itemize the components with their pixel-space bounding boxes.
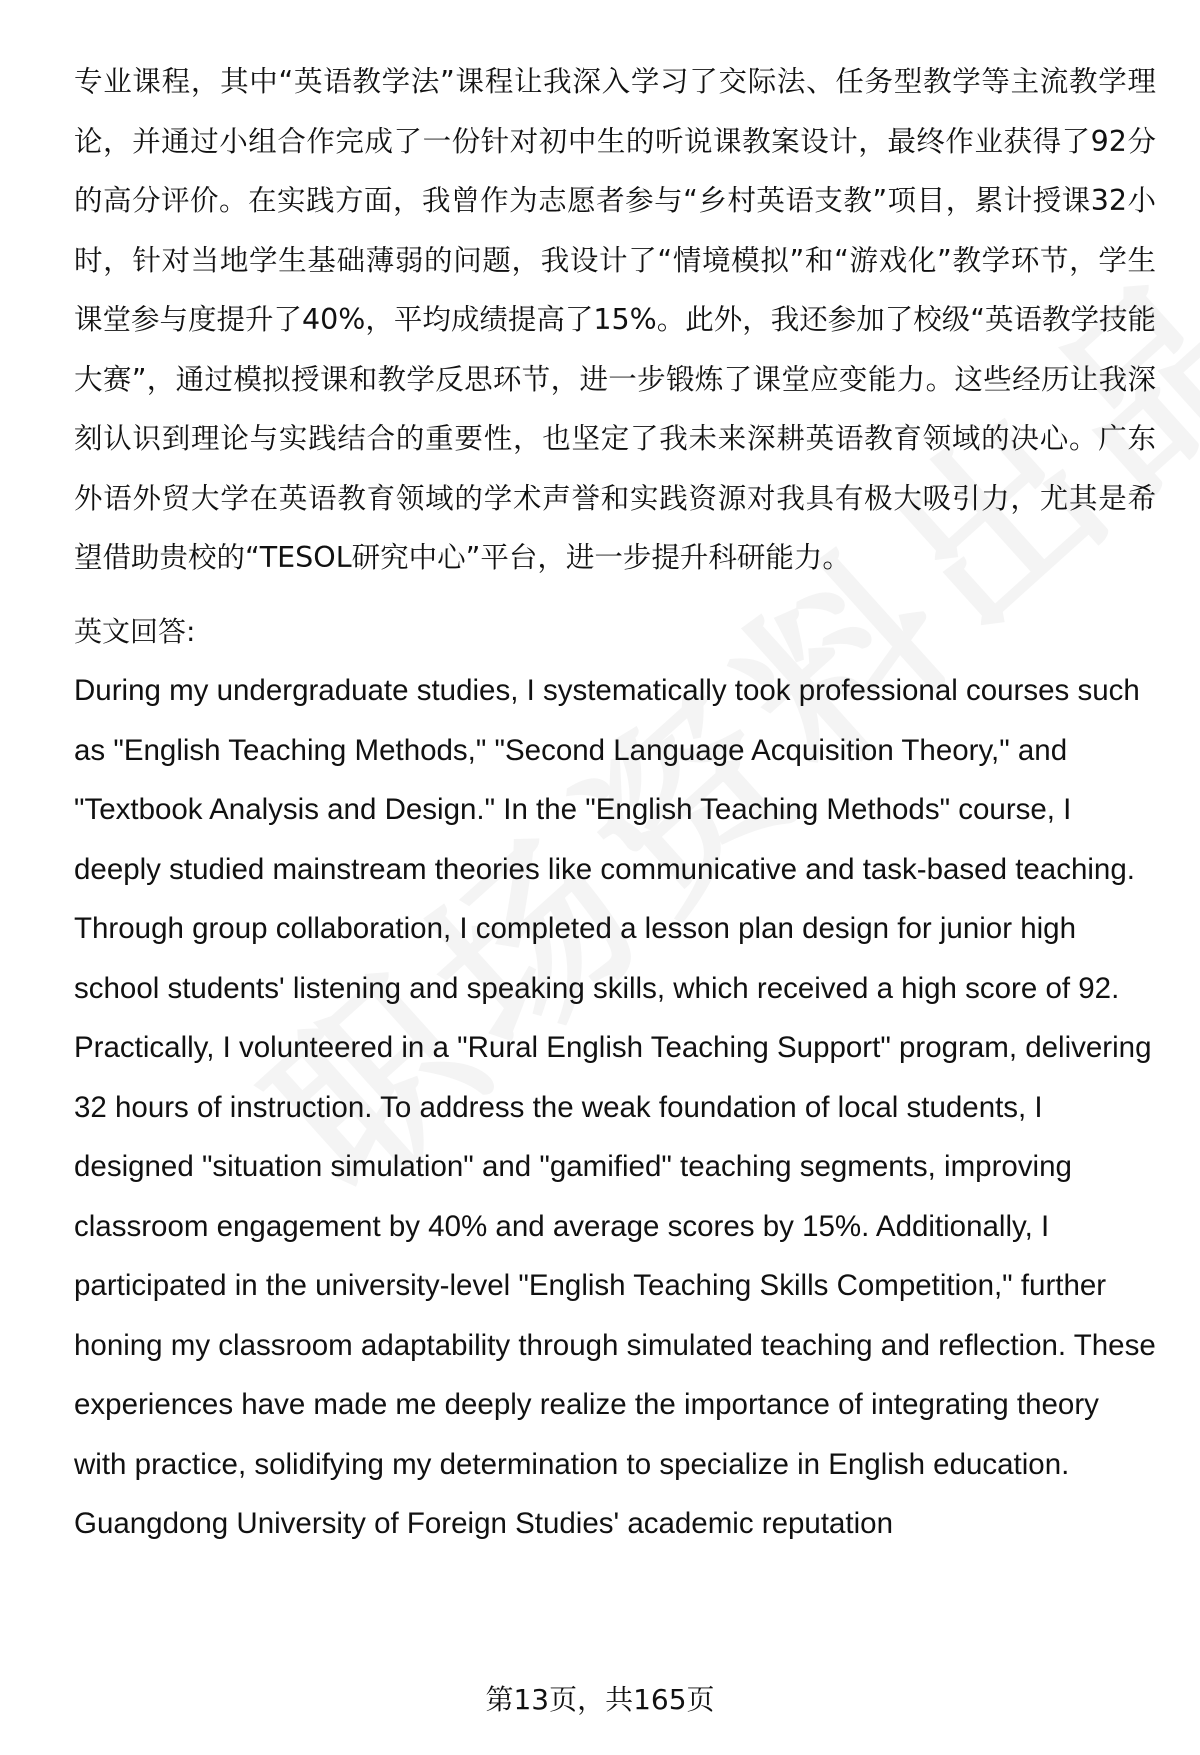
english-answer-heading: 英文回答:: [74, 614, 196, 648]
page-footer: 第13页，共165页: [485, 1683, 715, 1716]
english-paragraph: During my undergraduate studies, I systematically took professional courses such as "English Teaching Methods," "Second Language Acquisition Theory," and "Textbook Analysis and Design." In the "English Teaching Methods" course, I deeply studied mainstream theories like communicative and task-based teaching. Through group collaboration, I completed a lesson plan design for junior high school students' listening and speaking skills, which received a high score of 92. Practically, I volunteered in a "Rural English Teaching Support" program, delivering 32 hours of instruction. To address the weak foundation of local students, I designed "situation simulation" and "gamified" teaching segments, improving classroom engagement by 40% and average scores by 15%. Additionally, I participated in the university-level "English Teaching Skills Competition," further honing my classroom adaptability through simulated teaching and reflection. These experiences have made me deeply realize the importance of integrating theory with practice, solidifying my determination to specialize in English education. Guangdong University of Foreign Studies' academic reputation: [74, 674, 1156, 1540]
document-body: [74, 52, 1156, 1554]
chinese-paragraph: 专业课程，其中“英语教学法”课程让我深入学习了交际法、任务型教学等主流教学理论，并通过小组合作完成了一份针对初中生的听说课教案设计，最终作业获得了92分的高分评价。在实践方面，我曾作为志愿者参与“乡村英语支教”项目，累计授课32小时，针对当地学生基础薄弱的问题，我设计了“情境模拟”和“游戏化”教学环节，学生课堂参与度提升了40%，平均成绩提高了15%。此外，我还参加了校级“英语教学技能大赛”，通过模拟授课和教学反思环节，进一步锻炼了课堂应变能力。这些经历让我深刻认识到理论与实践结合的重要性，也坚定了我未来深耕英语教育领域的决心。广东外语外贸大学在英语教育领域的学术声誉和实践资源对我具有极大吸引力，尤其是希望借助贵校的“TESOL研究中心”平台，进一步提升科研能力。: [74, 65, 1156, 574]
